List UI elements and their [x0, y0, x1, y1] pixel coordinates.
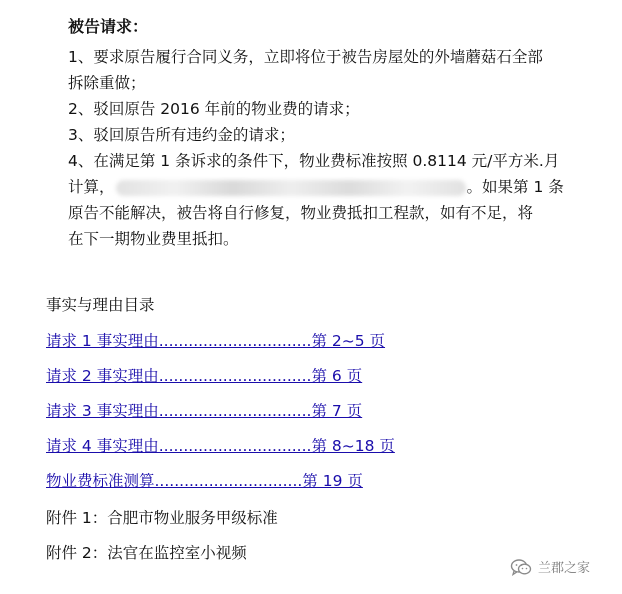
toc-link-claim-4[interactable]: 请求 4 事实理由...............................第 8~18 页: [46, 437, 395, 455]
toc-title: 事实与理由目录: [46, 296, 155, 314]
claim-3: 3、驳回原告所有违约金的请求；: [68, 126, 295, 144]
claim-4-line-1: 4、在满足第 1 条诉求的条件下，物业费标准按照 0.8114 元/平方米.月: [68, 152, 560, 170]
annex-1: 附件 1：合肥市物业服务甲级标准: [46, 509, 278, 527]
claim-2: 2、驳回原告 2016 年前的物业费的请求；: [68, 100, 360, 118]
watermark: [510, 557, 590, 576]
toc-link-claim-3[interactable]: 请求 3 事实理由...............................第 7 页: [46, 402, 363, 420]
claim-1-line-1: 1、要求原告履行合同义务，立即将位于被告房屋处的外墙蘑菇石全部: [68, 48, 543, 66]
toc-link-claim-2[interactable]: 请求 2 事实理由...............................第 6 页: [46, 367, 363, 385]
toc-link-claim-1[interactable]: 请求 1 事实理由...............................第 2~5 页: [46, 332, 386, 350]
claim-4-line-4: 在下一期物业费里抵扣。: [68, 230, 239, 248]
claim-1-line-2: 拆除重做；: [68, 74, 146, 92]
watermark-text: 兰郡之家: [538, 561, 591, 576]
claim-4-line-3: 原告不能解决，被告将自行修复，物业费抵扣工程款，如有不足，将: [68, 204, 534, 222]
claim-4-line-2-start: 计算，: [68, 178, 115, 196]
wechat-icon: [510, 558, 532, 576]
claim-4-line-2-end: 。如果第 1 条: [466, 178, 564, 196]
toc-link-fee-calculation[interactable]: 物业费标准测算..............................第 19 页: [46, 472, 363, 490]
redacted-blur: [116, 180, 466, 196]
annex-2: 附件 2：法官在监控室小视频: [46, 544, 247, 562]
defendant-claims-heading: 被告请求：: [68, 17, 149, 36]
claim-4-line-2: [68, 174, 613, 200]
